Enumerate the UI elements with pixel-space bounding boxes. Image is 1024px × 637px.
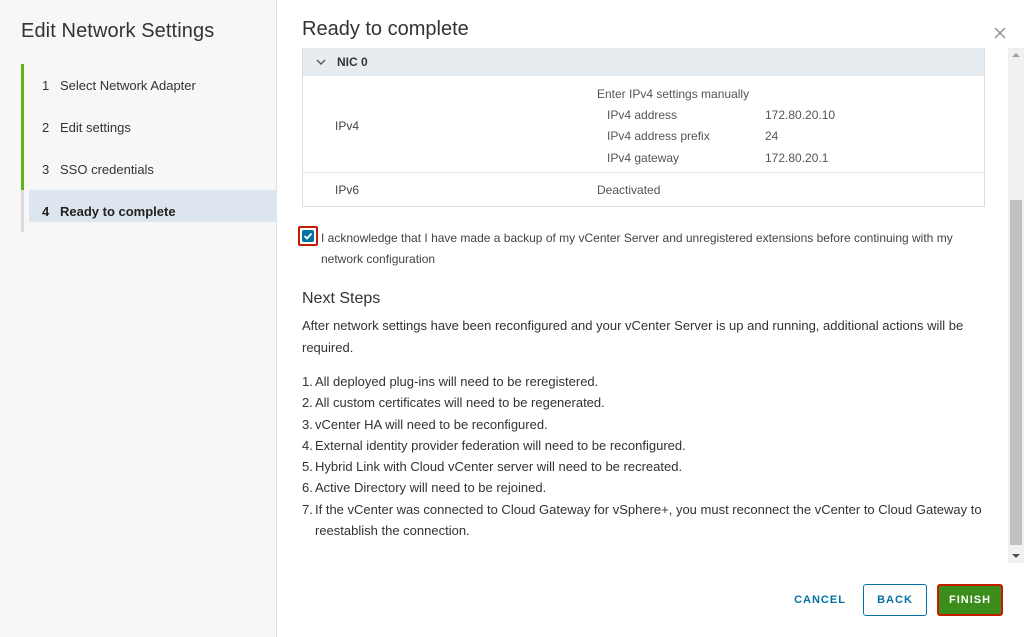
ipv4-gateway-label: IPv4 gateway xyxy=(607,151,680,165)
nic-header[interactable] xyxy=(303,48,984,76)
ipv4-mode: Enter IPv4 settings manually xyxy=(597,87,750,101)
next-steps-description: After network settings have been reconfigured and your vCenter Server is up and running, additional actions will be required. xyxy=(302,318,964,355)
list-item: 5. Hybrid Link with Cloud vCenter server will need to be recreated. xyxy=(302,459,683,475)
ipv4-address-label: IPv4 address xyxy=(607,108,678,122)
list-item: 3. vCenter HA will need to be reconfigured. xyxy=(302,416,548,432)
checkmark-icon xyxy=(303,231,313,241)
step-label: Edit settings xyxy=(60,119,131,135)
list-item: 6. Active Directory will need to be rejoined. xyxy=(302,480,547,496)
scroll-up-arrow-icon[interactable] xyxy=(1008,48,1024,62)
step-number: 4 xyxy=(42,203,50,219)
ipv6-row xyxy=(303,173,984,206)
page-title: Ready to complete xyxy=(302,18,469,40)
list-item: 1. All deployed plug-ins will need to be reregistered. xyxy=(302,374,599,389)
wizard-title: Edit Network Settings xyxy=(21,20,215,42)
scroll-down-arrow-icon[interactable] xyxy=(1008,549,1024,563)
ipv4-gateway-value: 172.80.20.1 xyxy=(765,151,829,165)
ipv4-prefix-label: IPv4 address prefix xyxy=(607,129,710,143)
wizard-sidebar xyxy=(0,0,277,637)
step-label: Select Network Adapter xyxy=(60,77,196,93)
back-button[interactable]: BACK xyxy=(863,584,927,616)
step-sso-credentials[interactable] xyxy=(21,148,277,190)
list-item: 2. All custom certificates will need to be regenerated. xyxy=(302,395,605,411)
nic-header-label: NIC 0 xyxy=(337,55,368,69)
acknowledge-label[interactable]: I acknowledge that I have made a backup of my vCenter Server and unregistered extensions before continuing with my network configuration xyxy=(321,231,953,266)
cancel-button[interactable]: CANCEL xyxy=(794,594,846,606)
ipv4-row xyxy=(303,76,984,173)
ipv4-label: IPv4 xyxy=(335,119,360,133)
ipv6-label: IPv6 xyxy=(335,183,360,197)
step-ready-to-complete[interactable] xyxy=(21,190,277,232)
step-label: Ready to complete xyxy=(60,203,176,219)
close-icon[interactable] xyxy=(992,25,1008,41)
step-number: 3 xyxy=(42,161,50,177)
chevron-down-icon xyxy=(315,56,327,68)
list-item: 7. If the vCenter was connected to Cloud Gateway for vSphere+, you must reconnect the vCenter to Cloud Gateway to reestablish the connection. xyxy=(302,501,982,539)
ipv6-value: Deactivated xyxy=(597,183,661,197)
step-number: 2 xyxy=(42,119,50,135)
step-select-network-adapter[interactable] xyxy=(21,64,277,106)
vertical-scrollbar[interactable] xyxy=(1008,48,1024,563)
step-number: 1 xyxy=(42,77,50,93)
finish-button[interactable]: FINISH xyxy=(937,584,1003,616)
nic-summary-table xyxy=(302,48,985,207)
ipv4-prefix-value: 24 xyxy=(765,129,779,143)
step-label: SSO credentials xyxy=(60,161,154,177)
wizard-steps xyxy=(21,64,277,232)
next-steps-list xyxy=(302,371,982,541)
ipv4-address-value: 172.80.20.10 xyxy=(765,108,836,122)
step-edit-settings[interactable] xyxy=(21,106,277,148)
acknowledge-checkbox[interactable] xyxy=(298,226,318,246)
next-steps-title: Next Steps xyxy=(302,290,381,307)
scrollbar-thumb[interactable] xyxy=(1010,200,1022,545)
list-item: 4. External identity provider federation will need to be reconfigured. xyxy=(302,437,686,453)
